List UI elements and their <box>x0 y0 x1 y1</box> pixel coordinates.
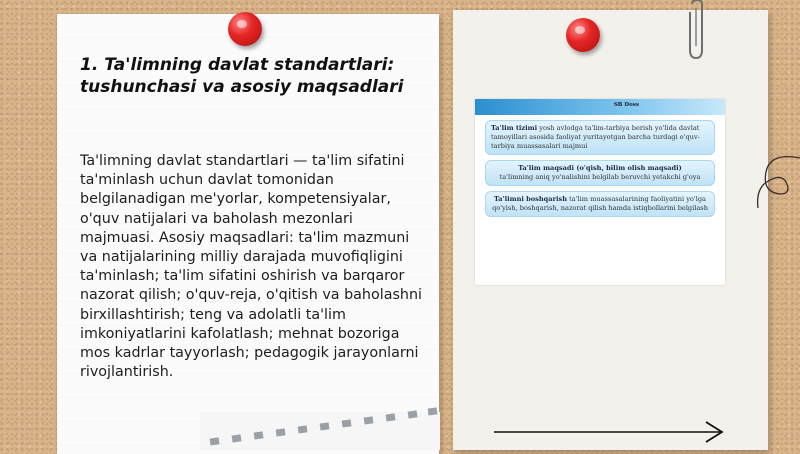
torn-paper-strip <box>200 398 440 450</box>
slide-card-management <box>485 191 715 217</box>
pushpin-icon <box>228 12 262 46</box>
paperclip-icon <box>684 0 712 62</box>
card-text: ta'lim muassasalarining faoliyatini yo'lga qo'yish, boshqarish, nazorat qilish hamda istiqbollarini belgilash <box>492 195 708 212</box>
curly-line-decoration <box>756 152 800 208</box>
slide-card-system <box>485 120 715 155</box>
card-term: Ta'lim tizimi <box>491 124 538 132</box>
slide-header-label: SB Doss <box>613 102 639 108</box>
note-body-text: Ta'limning davlat standartlari — ta'lim sifatini ta'minlash uchun davlat tomonidan belgilanadigan me'yorlar, kompetensiyalar, o'quv natijalari va baholash mezonlari majmuasi. Asosiy maqsadlari: ta'lim mazmuni va natijalarining milliy darajada muvofiqligini ta'minlash; ta'lim sifatini oshirish va barqaror nazorat qilish; o'quv-reja, o'qitish va baholashni birxillashtirish; teng va adolatli ta'lim imkoniyatlarini kafolatlash; mehnat bozoriga mos kadrlar tayyorlash; pedagogik jarayonlarni rivojlantirish. <box>80 153 423 381</box>
slide-header-bar <box>475 99 725 115</box>
slide-card-goal <box>485 160 715 186</box>
note-heading: 1. Ta'limning davlat standartlari: tushunchasi va asosiy maqsadlari <box>80 55 404 97</box>
slide-thumbnail <box>475 99 725 285</box>
arrow-right-icon <box>494 419 726 445</box>
card-text: ta'limning aniq yo'nalishini belgilab beruvchi yetakchi g'oya <box>499 173 701 181</box>
card-term: Ta'limni boshqarish <box>494 195 568 203</box>
card-term: Ta'lim maqsadi (o'qish, bilim olish maqsadi) <box>518 164 682 172</box>
card-text: yosh avlodga ta'lim-tarbiya berish yo'lida davlat tamoyillari asosida faoliyat yuritayotgan barcha turdagi o'quv-tarbiya muassasalari majmui <box>491 124 700 150</box>
pushpin-icon <box>566 18 600 52</box>
